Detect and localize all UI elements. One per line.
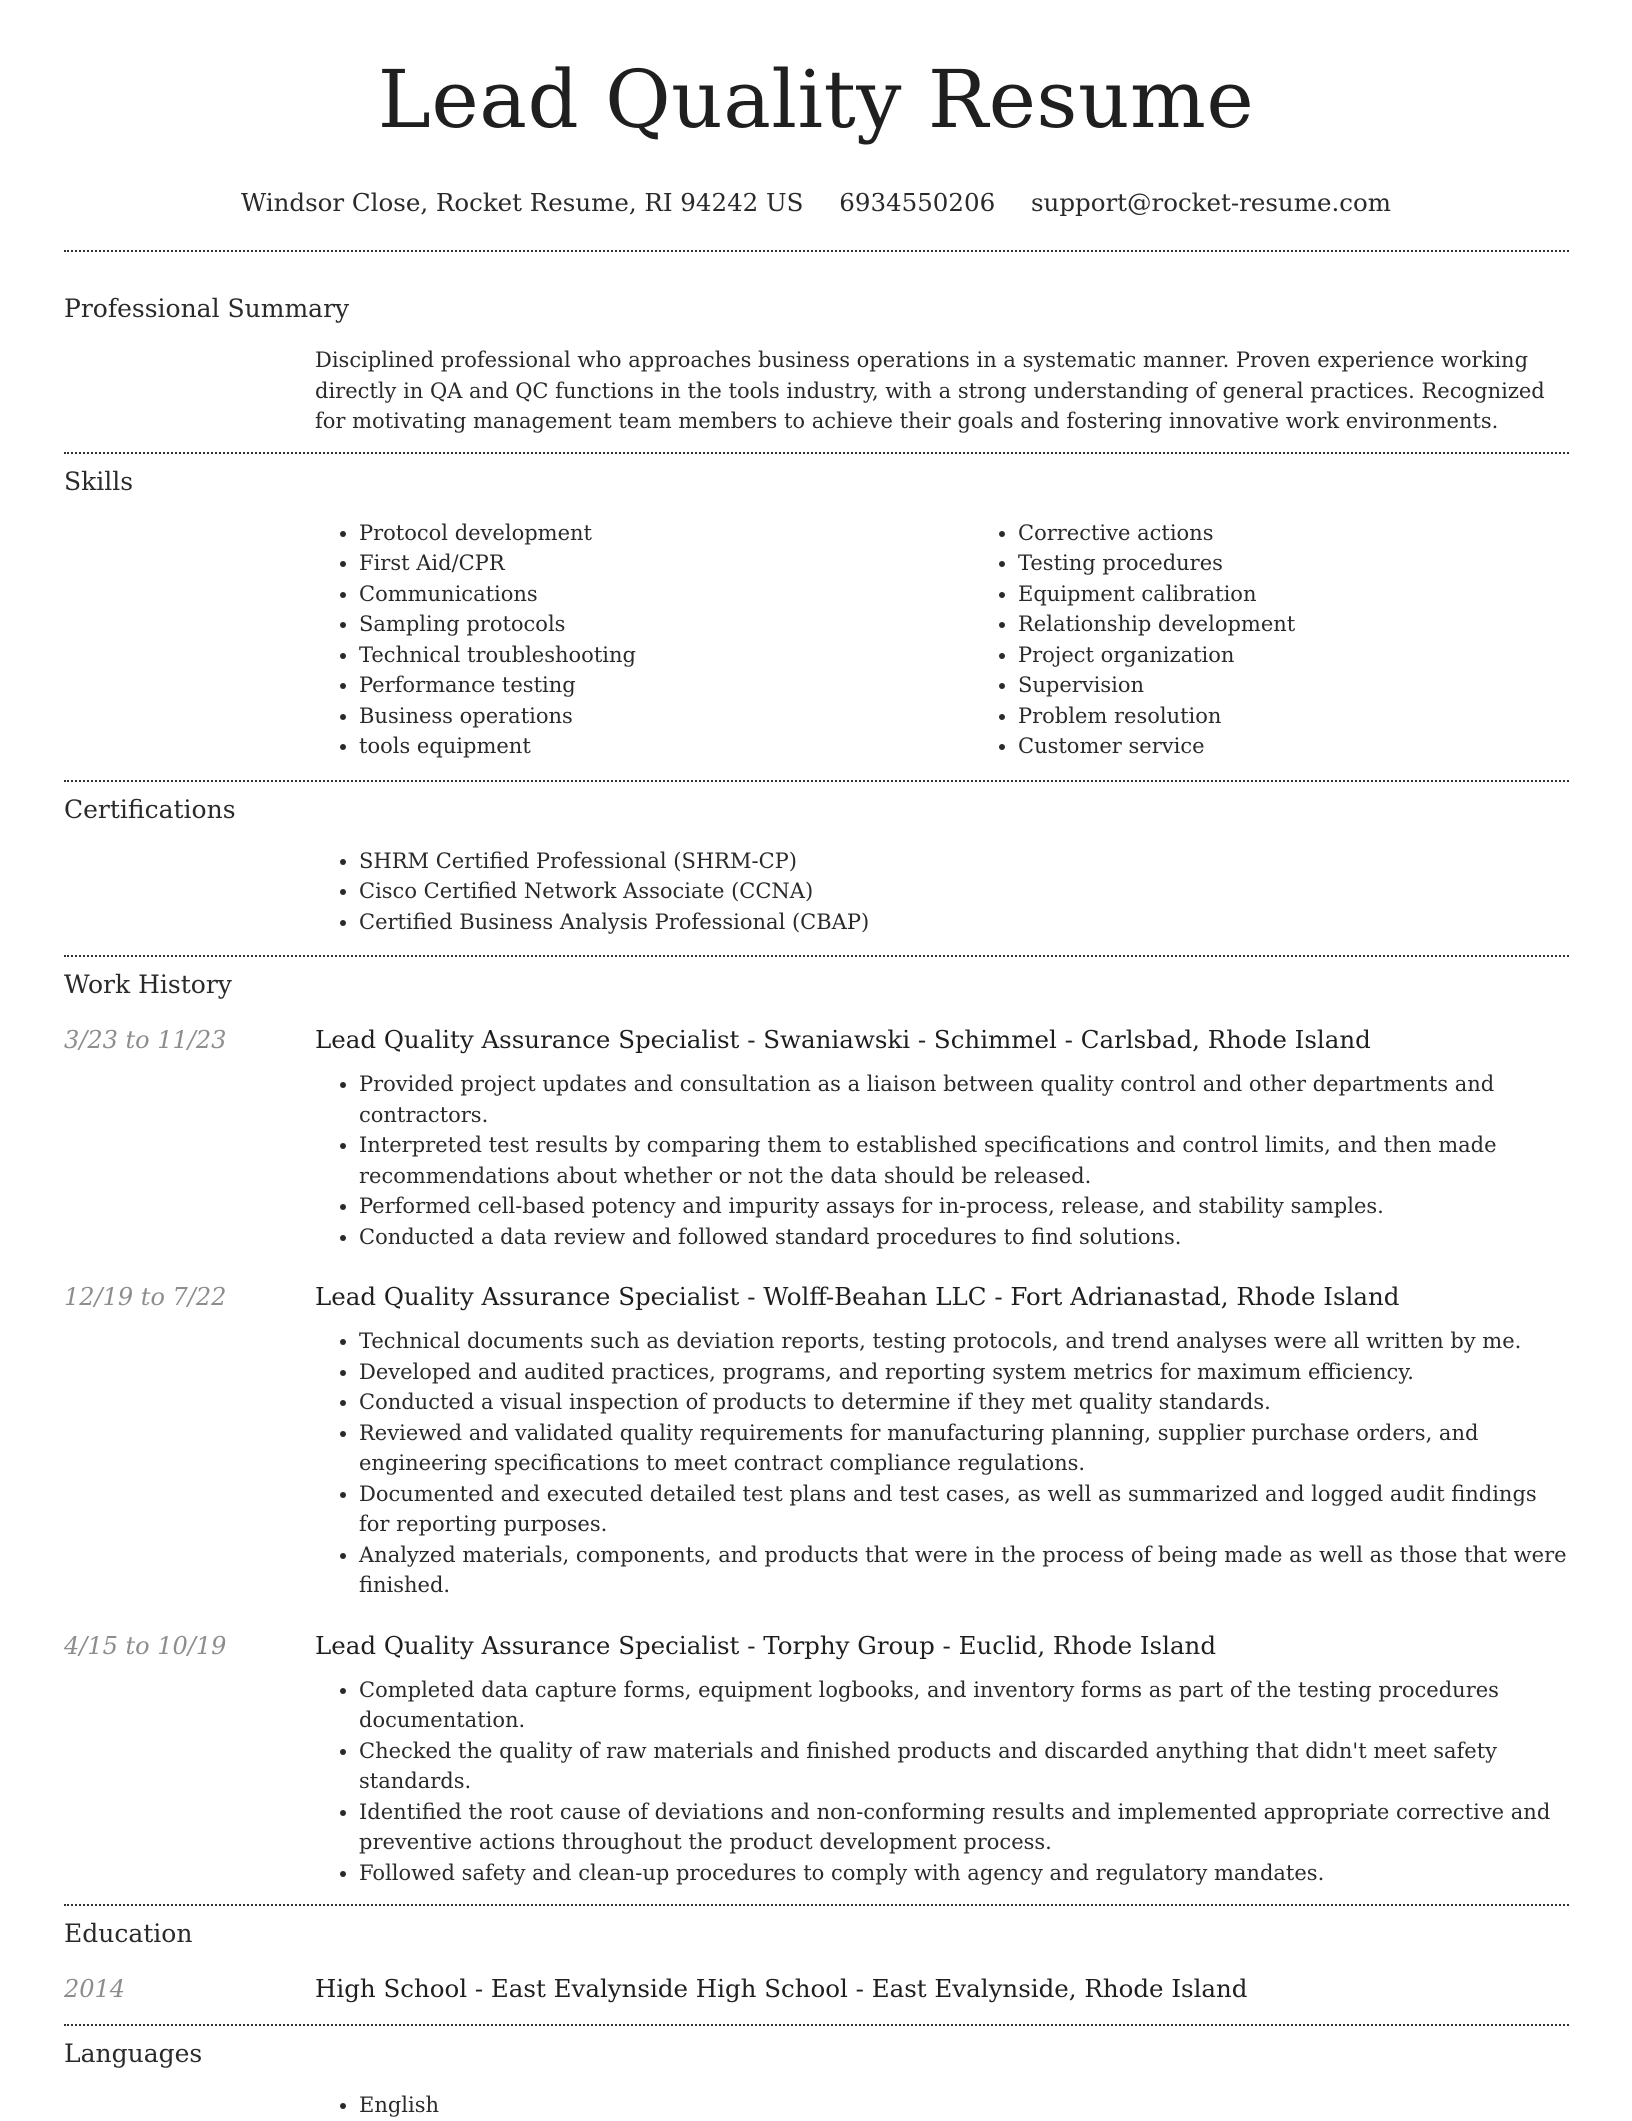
job-bullet: • Completed data capture forms, equipment logbooks, and inventory forms as part of the testing procedures documentation. [359, 1675, 1569, 1736]
job-header [64, 1023, 1569, 1057]
skill-item: • First Aid/CPR [359, 548, 974, 579]
certifications-section [64, 792, 1569, 938]
education-entry [64, 1972, 1569, 2006]
summary-text: Disciplined professional who approaches business operations in a systematic manner. Proven experience working directly in QA and QC functions in the tools industry, with a strong understanding of general practices. Recognized for motivating management team members to achieve their goals and fostering innovative work environments. [315, 348, 1545, 433]
languages-heading: Languages [64, 2039, 203, 2068]
skills-list-right [974, 518, 1632, 762]
skill-item: • Supervision [1018, 670, 1632, 701]
job-bullet: • Analyzed materials, components, and products that were in the process of being made as well as those that were finished. [359, 1540, 1569, 1601]
summary-heading: Professional Summary [64, 294, 350, 323]
contact-email: support@rocket-resume.com [1030, 188, 1391, 217]
certification-item: • SHRM Certified Professional (SHRM-CP) [359, 846, 1569, 877]
job-dates: 4/15 to 10/19 [64, 1631, 227, 1660]
languages-section [64, 2036, 1569, 2121]
section-divider [64, 955, 1569, 957]
education-heading: Education [64, 1919, 193, 1948]
skill-item: • Relationship development [1018, 609, 1632, 640]
education-year: 2014 [64, 1975, 126, 2003]
education-detail: High School - East Evalynside High School - East Evalynside, Rhode Island [315, 1974, 1248, 2003]
job-bullet: • Developed and audited practices, programs, and reporting system metrics for maximum efficiency. [359, 1357, 1569, 1388]
section-divider [64, 2024, 1569, 2026]
languages-list [315, 2090, 1569, 2121]
job-bullet: • Documented and executed detailed test plans and test cases, as well as summarized and logged audit findings for reporting purposes. [359, 1479, 1569, 1540]
contact-phone: 6934550206 [839, 188, 996, 217]
certifications-list [315, 846, 1569, 938]
job-entry [64, 1023, 1569, 1252]
contact-line [0, 186, 1632, 220]
job-entry [64, 1629, 1569, 1889]
certifications-heading: Certifications [64, 794, 236, 824]
job-bullets [315, 1326, 1569, 1601]
job-bullet: • Interpreted test results by comparing them to established specifications and control limits, and then made recommendations about whether or not the data should be released. [359, 1130, 1569, 1191]
certifications-body [315, 846, 1569, 938]
section-divider [64, 780, 1569, 782]
skill-item: • Testing procedures [1018, 548, 1632, 579]
work-history-section [64, 967, 1569, 1888]
skill-item: • tools equipment [359, 731, 974, 762]
job-bullet: • Checked the quality of raw materials and finished products and discarded anything that didn't meet safety standards. [359, 1736, 1569, 1797]
summary-section [64, 291, 1569, 437]
skill-item: • Project organization [1018, 640, 1632, 671]
job-title: Lead Quality Assurance Specialist - Wolff-Beahan LLC - Fort Adrianastad, Rhode Island [315, 1282, 1400, 1311]
skill-item: • Performance testing [359, 670, 974, 701]
certification-item: • Cisco Certified Network Associate (CCNA) [359, 876, 1569, 907]
skills-heading: Skills [64, 466, 134, 496]
contact-address: Windsor Close, Rocket Resume, RI 94242 US [241, 188, 804, 217]
job-dates: 3/23 to 11/23 [64, 1026, 227, 1054]
skill-item: • Technical troubleshooting [359, 640, 974, 671]
skill-item: • Business operations [359, 701, 974, 732]
job-entry [64, 1280, 1569, 1601]
resume-title: Lead Quality Resume [377, 53, 1255, 146]
job-bullet: • Reviewed and validated quality requirements for manufacturing planning, supplier purchase orders, and engineering specifications to meet contract compliance regulations. [359, 1418, 1569, 1479]
certification-item: • Certified Business Analysis Professional (CBAP) [359, 907, 1569, 938]
section-divider [64, 250, 1569, 252]
work-history-heading: Work History [64, 970, 232, 999]
job-bullet: • Conducted a data review and followed standard procedures to find solutions. [359, 1222, 1569, 1253]
job-body [315, 1069, 1569, 1252]
skills-grid [315, 518, 1569, 762]
language-item: • English [359, 2090, 1569, 2121]
job-header [64, 1629, 1569, 1663]
skill-item: • Customer service [1018, 731, 1632, 762]
job-bullets [315, 1675, 1569, 1889]
section-divider [64, 452, 1569, 454]
job-bullet: • Followed safety and clean-up procedures to comply with agency and regulatory mandates. [359, 1858, 1569, 1889]
skill-item: • Sampling protocols [359, 609, 974, 640]
job-title: Lead Quality Assurance Specialist - Torphy Group - Euclid, Rhode Island [315, 1630, 1217, 1660]
resume-header [0, 0, 1632, 220]
job-bullet: • Technical documents such as deviation reports, testing protocols, and trend analyses were all written by me. [359, 1326, 1569, 1357]
section-divider [64, 1904, 1569, 1906]
job-bullet: • Identified the root cause of deviations and non-conforming results and implemented appropriate corrective and preventive actions throughout the product development process. [359, 1797, 1569, 1858]
skill-item: • Problem resolution [1018, 701, 1632, 732]
job-bullet: • Conducted a visual inspection of products to determine if they met quality standards. [359, 1387, 1569, 1418]
skill-item: • Equipment calibration [1018, 579, 1632, 610]
job-bullet: • Performed cell-based potency and impurity assays for in-process, release, and stability samples. [359, 1191, 1569, 1222]
skill-item: • Protocol development [359, 518, 974, 549]
skill-item: • Communications [359, 579, 974, 610]
skill-item: • Corrective actions [1018, 518, 1632, 549]
job-header [64, 1280, 1569, 1314]
skills-section [64, 464, 1569, 762]
job-bullets [315, 1069, 1569, 1252]
skills-list-left [315, 518, 974, 762]
languages-body [315, 2090, 1569, 2121]
job-bullet: • Provided project updates and consultation as a liaison between quality control and other departments and contractors. [359, 1069, 1569, 1130]
education-section [64, 1916, 1569, 2006]
job-title: Lead Quality Assurance Specialist - Swaniawski - Schimmel - Carlsbad, Rhode Island [315, 1025, 1371, 1054]
job-body [315, 1675, 1569, 1889]
job-body [315, 1326, 1569, 1601]
job-dates: 12/19 to 7/22 [64, 1283, 227, 1311]
